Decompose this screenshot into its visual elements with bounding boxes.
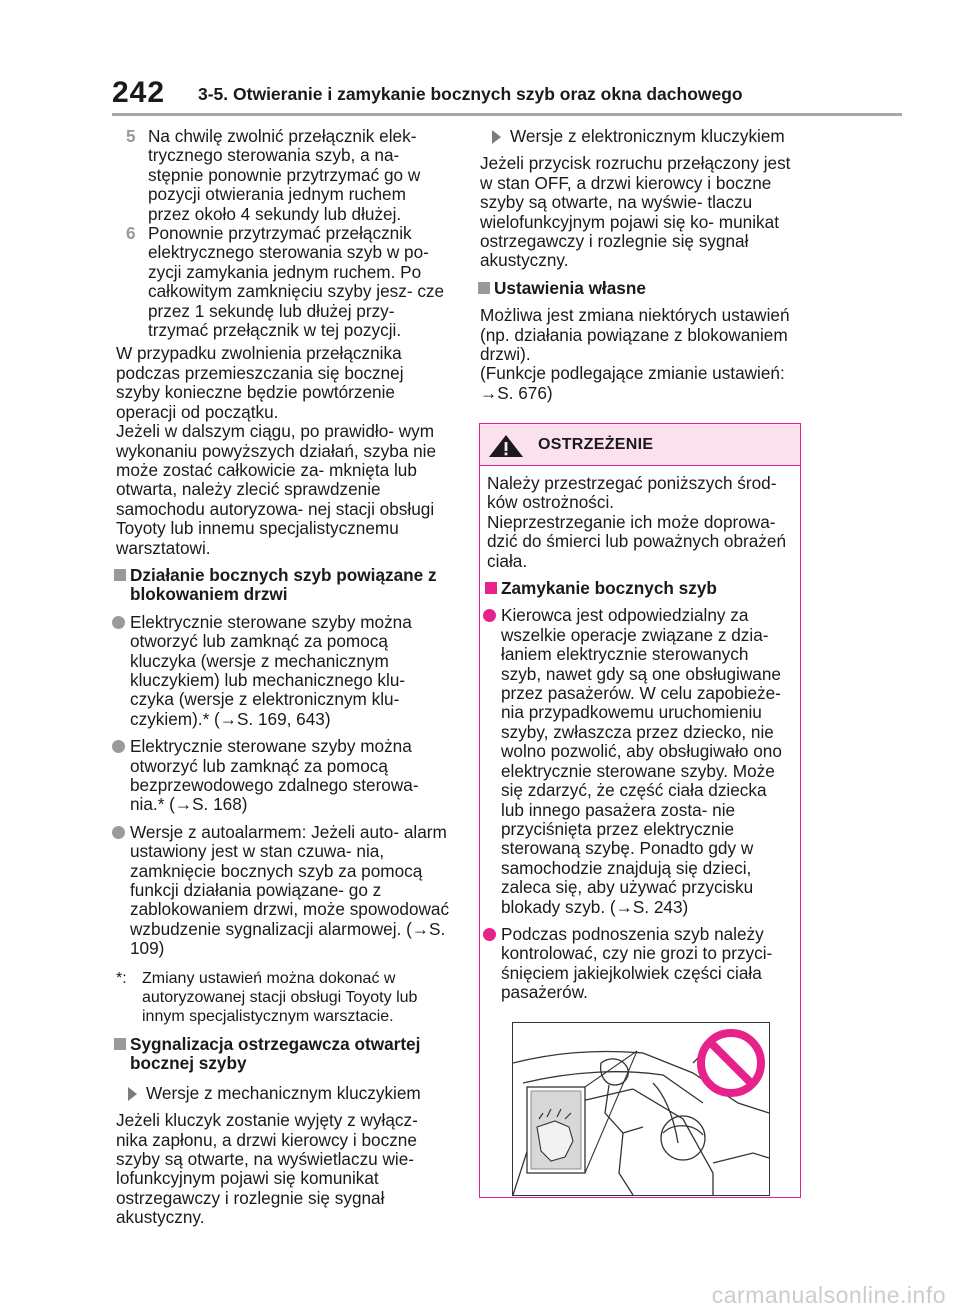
heading-door-lock-linked: [116, 566, 452, 605]
warning-bullet-driver: [487, 606, 793, 917]
bullet-key-operation: [116, 613, 452, 729]
square-marker-icon: [114, 1038, 126, 1050]
paragraph-restart: W przypadku zwolnienia przełącznika podczas przemieszczania się bocznej szyby konieczne będzie powtórzenie operacji od początku.: [116, 343, 404, 422]
footnote-mark: *:: [116, 969, 127, 987]
square-marker-icon: [114, 569, 126, 581]
bullet-text: Wersje z autoalarmem: Jeżeli auto- alarm ustawiony jest w stan czuwa- nia, zamknięcie bocznych szyb za pomocą funkcji działania powiązane- go z zablokowaniem drzwi, może spowodować wzbudzenie sygnalizacji alarmowej. (→S. 109): [130, 821, 450, 959]
warning-body: [487, 474, 793, 1003]
warning-header: [480, 424, 800, 466]
paragraph-electronic-key: Jeżeli przycisk rozruchu przełączony jest w stan OFF, a drzwi kierowcy i boczne szyby są otwarte, na wyświe- tlaczu wielofunkcyjnym pojawi się ko- munikat ostrzegawczy i rozlegnie się sygnał akustyczny.: [480, 153, 791, 271]
paragraph-customization-ref: (Funkcje podlegające zmianie ustawień: →S. 676): [480, 363, 785, 403]
step-text: Ponownie przytrzymać przełącznik elektrycznego sterowania szyb w po- zycji zamykania jednym ruchem. Po całkowitym zamknięciu szyby jesz- cze przez 1 sekundę lub dłużej przy- trzymać przełącznik w tej pozycji.: [148, 223, 445, 341]
triangle-marker-icon: [492, 130, 501, 144]
paragraph-customization: Możliwa jest zmiana niektórych ustawień (np. działania powiązane z blokowaniem drzwi).: [480, 305, 790, 365]
square-marker-icon: [478, 282, 490, 294]
step-5: [116, 127, 452, 224]
paragraph-mechanical-key: Jeżeli kluczyk zostanie wyjęty z wyłącz- nika zapłonu, a drzwi kierowcy i boczne szyby są otwarte, na wyświetlaczu wie- lofunkcyjnym pojawi się komunikat ostrzegawczy i rozlegnie się sygnał akustyczny.: [116, 1110, 418, 1228]
step-text: Na chwilę zwolnić przełącznik elek- trycznego sterowania szyb, a na- stępnie ponownie przytrzymać go w pozycji otwierania jednym ruchem przez około 4 sekundy lub dłużej.: [148, 126, 421, 224]
bullet-text: Kierowca jest odpowiedzialny za wszelkie operacje związane z dzia- łaniem elektrycznie sterowanych szyb, nawet gdy są one obsługiwane przez pasażerów. W celu zapobieże- nia przypadkowemu uruchomieniu szyby, zwłaszcza przez dziecko, nie wolno pozwolić, aby obsługiwało ono elektrycznie sterowane szyby. Może się zdarzyć, że część ciała dziecka lub innego pasażera zosta- nie przyciśnięta przez elektrycznie sterowaną szybę. Ponadto gdy w samochodzie znajdują się dzieci, zaleca się, aby używać przycisku blokady szyb. (→S. 243): [501, 605, 782, 917]
warning-intro-consequence: Nieprzestrzeganie ich może doprowa- dzić do śmierci lub poważnych obrażeń ciała.: [487, 511, 787, 571]
warning-heading: [487, 579, 793, 598]
heading-text: Ustawienia własne: [494, 277, 646, 298]
heading-text: Działanie bocznych szyb powiązane z blokowaniem drzwi: [130, 564, 437, 605]
subheading-text: Wersje z elektronicznym kluczykiem: [510, 126, 785, 146]
footnote: [116, 969, 452, 1027]
warning-box: [479, 423, 801, 1198]
footer-watermark: carmanualsonline.info: [711, 1282, 946, 1308]
paragraph-service: Jeżeli w dalszym ciągu, po prawidło- wym wykonaniu powyższych działań, szyba nie może zostać całkowicie za- mknięta lub otwarta, należy zlecić sprawdzenie samochodu autoryzowa- nej stacji obsługi Toyoty lub innemu specjalistycznemu warsztatowi.: [116, 421, 437, 558]
heading-customization: [480, 279, 802, 298]
bullet-remote-operation: [116, 737, 452, 815]
bullet-dot-icon: [112, 826, 125, 839]
warning-title: OSTRZEŻENIE: [538, 436, 654, 453]
window-pinch-illustration: [512, 1022, 770, 1196]
bullet-dot-icon: [483, 609, 496, 622]
left-column: [116, 127, 452, 1228]
footnote-text: Zmiany ustawień można dokonać w autoryzowanej stacji obsługi Toyoty lub innym specjalistycznym warsztacie.: [142, 969, 418, 1026]
chapter-title: 3-5. Otwieranie i zamykanie bocznych szyb oraz okna dachowego: [198, 84, 743, 104]
triangle-marker-icon: [128, 1087, 137, 1101]
subheading-mechanical-key: [116, 1084, 452, 1103]
step-number: 5: [126, 126, 136, 146]
bullet-text: Podczas podnoszenia szyb należy kontrolować, czy nie grozi to przyci- śnięciem jakiejkolwiek części ciała pasażerów.: [501, 923, 773, 1003]
bullet-dot-icon: [112, 740, 125, 753]
header-rule: [112, 113, 902, 116]
bullet-dot-icon: [112, 616, 125, 629]
heading-text: Zamykanie bocznych szyb: [501, 578, 717, 599]
prohibition-sign: [701, 1033, 761, 1093]
step-number: 6: [126, 223, 136, 244]
heading-text: Sygnalizacja ostrzegawcza otwartej bocznej szyby: [130, 1033, 421, 1074]
square-marker-icon: [485, 582, 497, 594]
bullet-alarm: [116, 823, 452, 959]
page-header: [112, 76, 902, 116]
bullet-text: Elektrycznie sterowane szyby można otworzyć lub zamknąć za pomocą bezprzewodowego zdalnego sterowa- nia.* (→S. 168): [130, 736, 419, 815]
subheading-electronic-key: [480, 127, 802, 146]
step-6: [116, 224, 452, 340]
right-column: [480, 127, 802, 403]
bullet-text: Elektrycznie sterowane szyby można otworzyć lub zamknąć za pomocą kluczyka (wersje z mechanicznym kluczykiem) lub mechanicznego klu- czyka (wersje z elektronicznym klu- czykiem).* (→S. 169, 643): [130, 611, 412, 729]
bullet-dot-icon: [483, 928, 496, 941]
subheading-text: Wersje z mechanicznym kluczykiem: [146, 1082, 421, 1103]
heading-open-window-warning: [116, 1035, 452, 1074]
warning-intro: Należy przestrzegać poniższych środ- ków ostrożności.: [487, 473, 777, 513]
car-interior-drawing: [513, 1023, 769, 1195]
warning-bullet-pinching: [487, 925, 793, 1003]
page-number: 242: [112, 76, 166, 109]
